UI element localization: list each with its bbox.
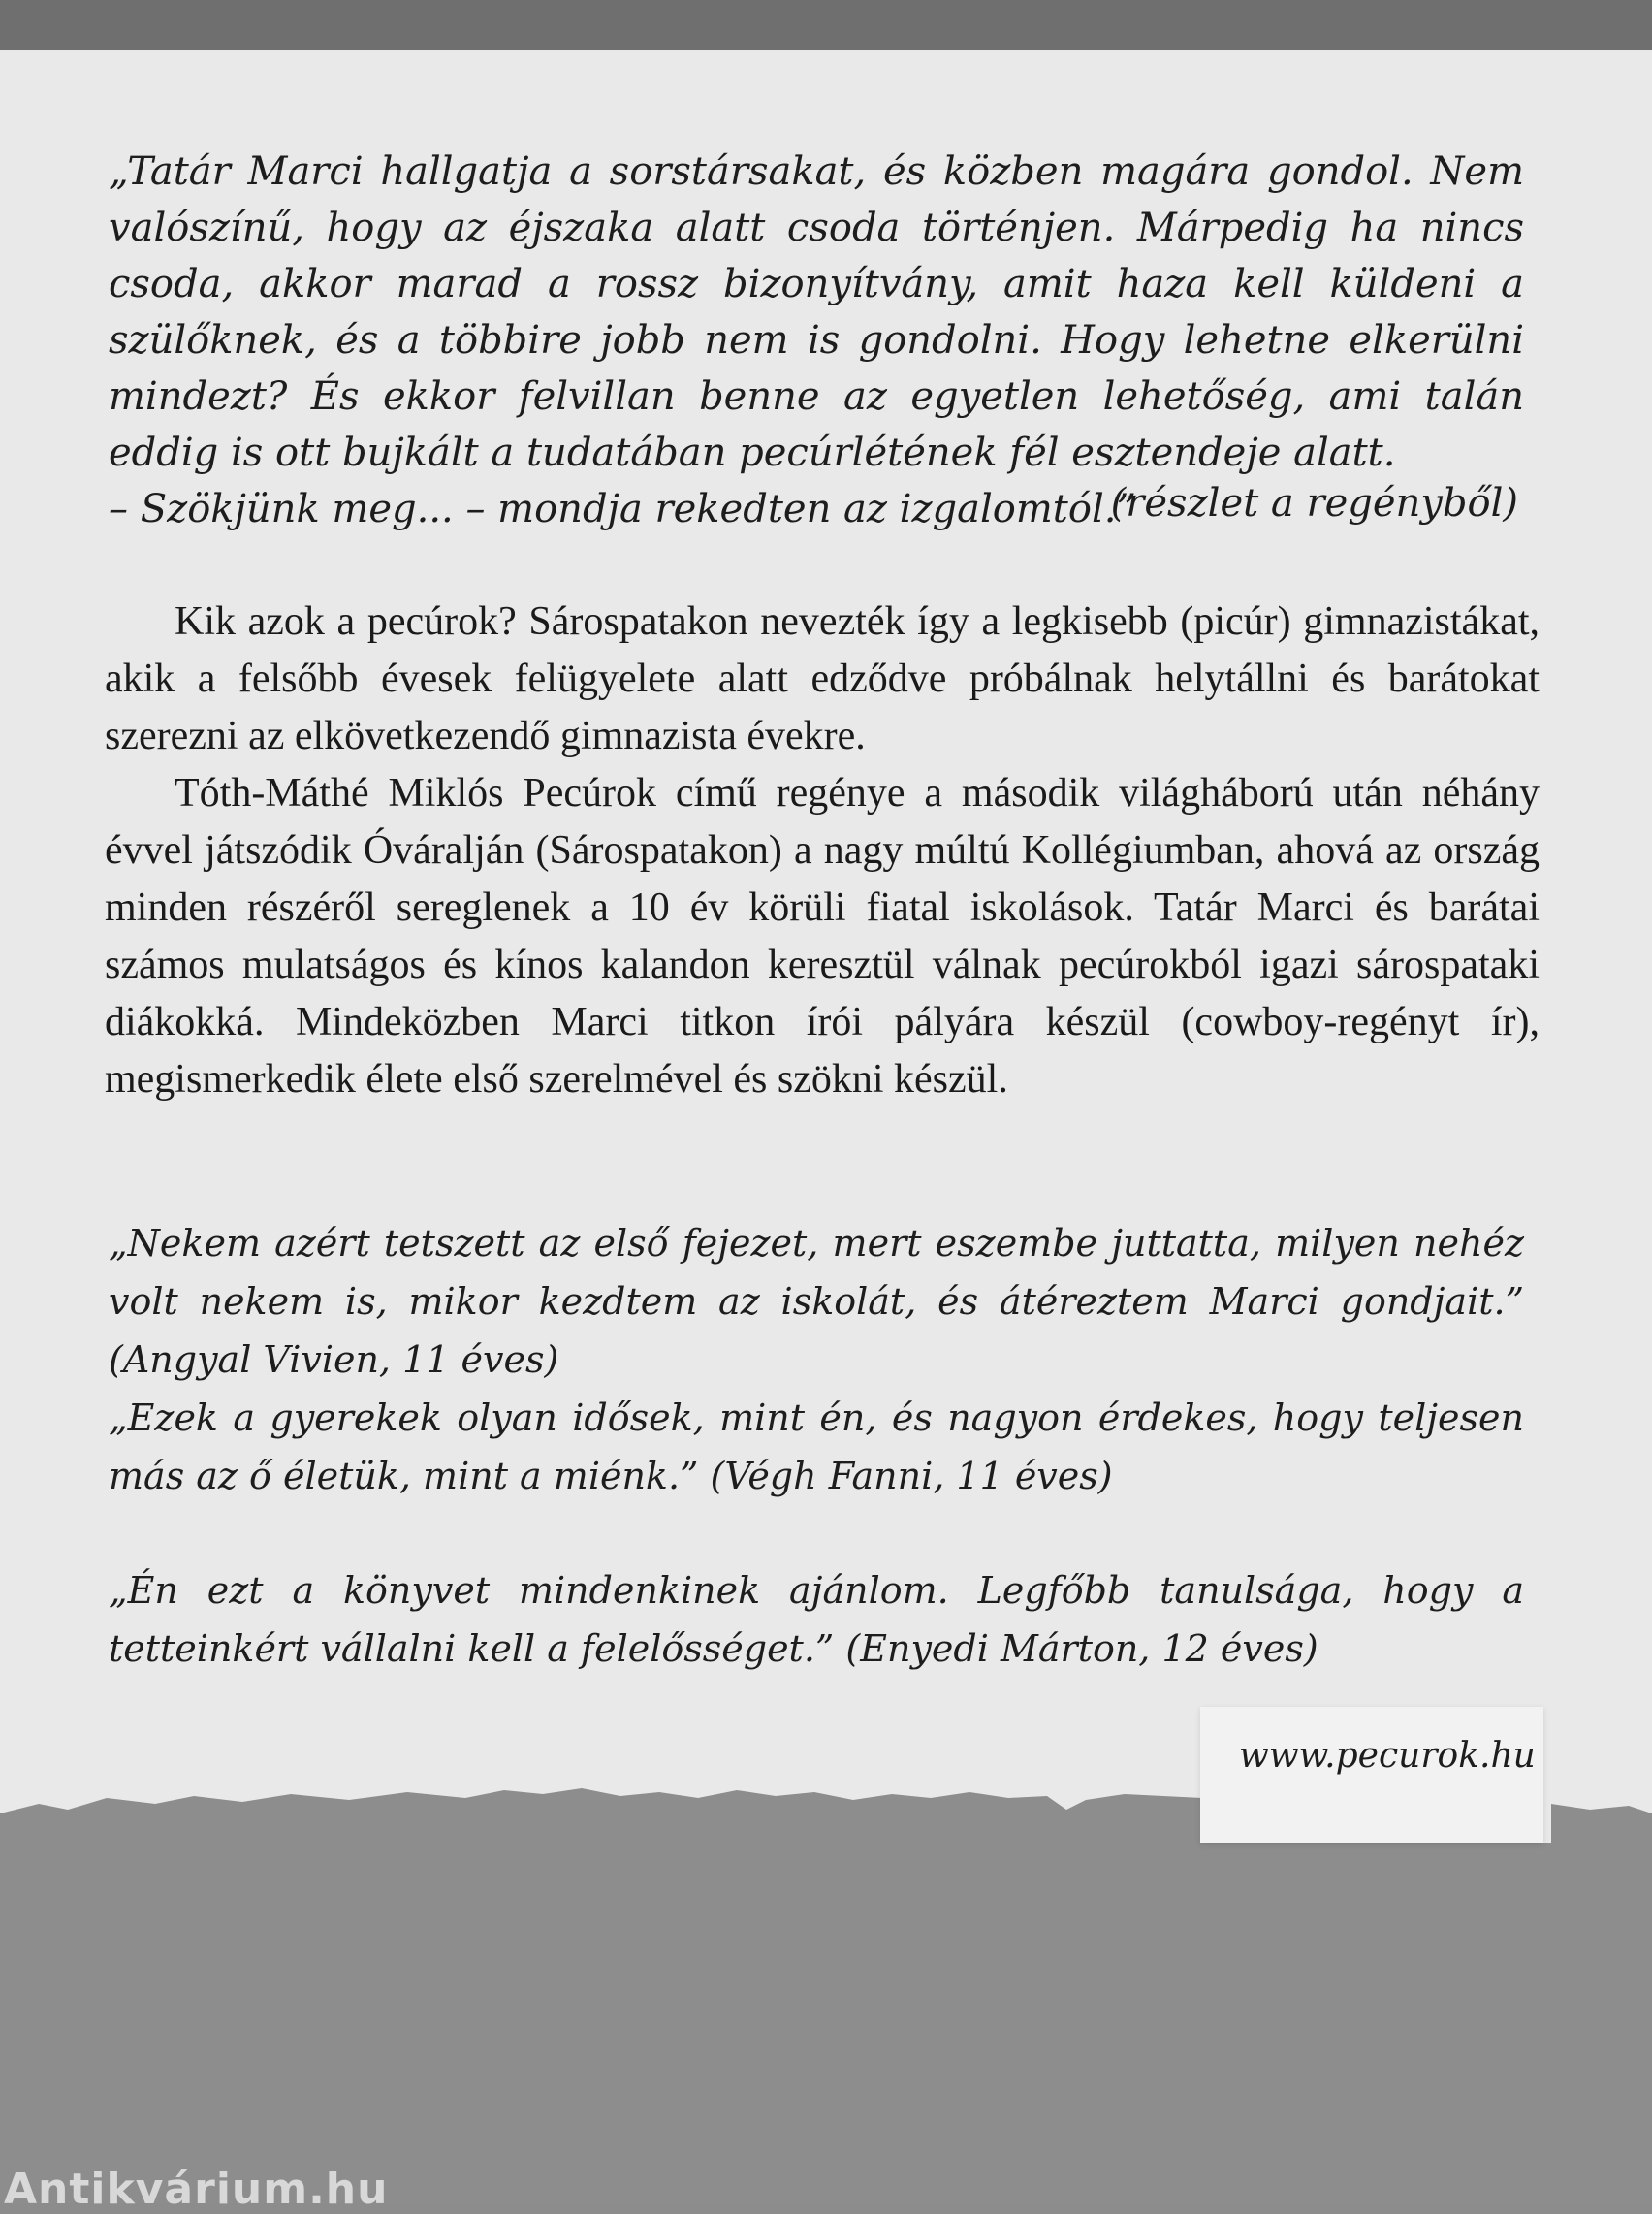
description-paragraph-2: Tóth-Máthé Miklós Pecúrok című regénye a második világháború után néhány évvel játszódik Óváralján (Sárospatakon) a nagy múltú Kollégiumban, ahová az ország minden részéről sereglenek a 10 év körüli fiatal iskolások. Tatár Marci és barátai számos mulatságos és kínos kalandon keresztül válnak pecúrokból igazi sárospataki diákokká. Mindeközben Marci titkon írói pályára készül (cowboy-regényt ír), megismerkedik élete első szerelmével és szökni készül. [105,771,1540,1102]
excerpt-last-line: – Szökjünk meg... – mondja rekedten az izgalomtól.” [109,487,1136,531]
reader-review-2: „Ezek a gyerekek olyan idősek, mint én, és nagyon érdekes, hogy teljesen más az ő életük, mint a miénk.” (Végh Fanni, 11 éves) [109,1396,1524,1497]
website-tag [1200,1707,1543,1843]
website-url[interactable]: www.pecurok.hu [1239,1736,1536,1776]
reader-review-3: „Én ezt a könyvet mindenkinek ajánlom. Legfőbb tanulsága, hogy a tetteinkért vállalni kell a felelősséget.” (Enyedi Márton, 12 éves) [109,1569,1524,1670]
reader-review-1: „Nekem azért tetszett az első fejezet, mert eszembe juttatta, milyen nehéz volt nekem is, mikor kezdtem az iskolát, és átéreztem Marci gondjait.” (Angyal Vivien, 11 éves) [109,1222,1524,1381]
bottom-gray-band [0,1843,1652,2203]
excerpt-block [109,144,1524,537]
watermark-text: Antikvárium.hu [4,2165,389,2214]
excerpt-source: (részlet a regényből) [1110,481,1518,526]
description-paragraph-1: Kik azok a pecúrok? Sárospatakon nevezték így a legkisebb (picúr) gimnazistákat, akik a felsőbb évesek felügyelete alatt edződve próbálnak helytállni és barátokat szerezni az elkövetkezendő gimnazista évekre. [105,599,1540,758]
excerpt-text: „Tatár Marci hallgatja a sorstársakat, és közben magára gondol. Nem valószínű, hogy az éjszaka alatt csoda történjen. Márpedig ha nincs csoda, akkor marad a rossz bizonyítvány, amit haza kell küldeni a szülőknek, és a többire jobb nem is gondolni. Hogy lehetne elkerülni mindezt? És ekkor felvillan benne az egyetlen lehetőség, ami talán eddig is ott bujkált a tudatában pecúrlétének fél esztendeje alatt. [109,149,1524,475]
book-description [105,594,1540,1108]
